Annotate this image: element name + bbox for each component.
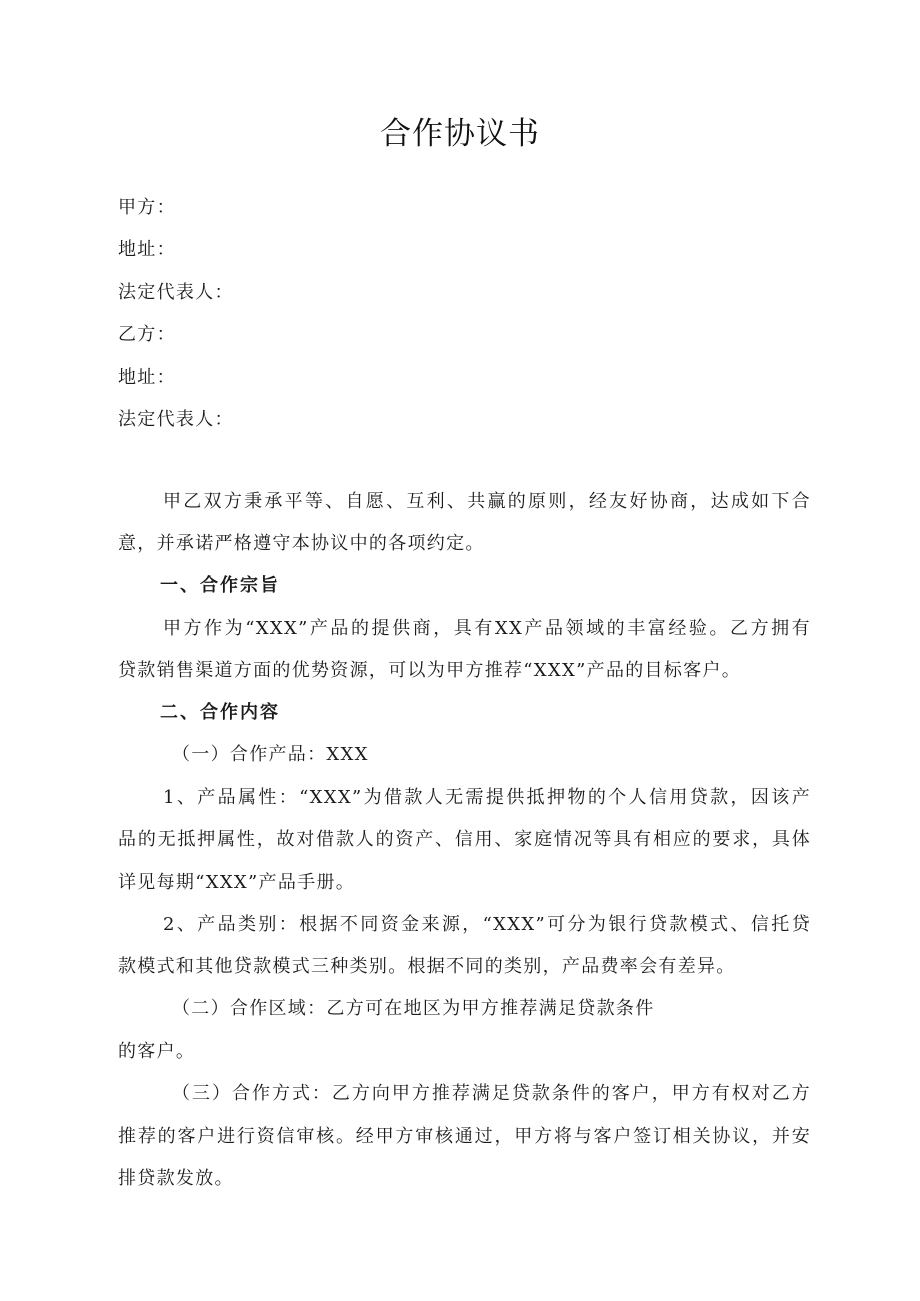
party-b-address-label: 地址： <box>118 367 176 388</box>
section-1-line-1: 甲方作为“XXX”产品的提供商，具有XX产品领域的丰富经验。乙方拥有 <box>163 618 811 639</box>
section-2-sub-3-line-2: 推荐的客户进行资信审核。经甲方审核通过，甲方将与客户签订相关协议，并安 <box>118 1126 811 1147</box>
section-2-sub-3-line-1: （三）合作方式：乙方向甲方推荐满足贷款条件的客户，甲方有权对乙方 <box>172 1083 811 1104</box>
item-2-line-1: 2、产品类别：根据不同资金来源，“XXX”可分为银行贷款模式、信托贷 <box>163 914 811 935</box>
section-1-heading: 一、合作宗旨 <box>160 575 280 596</box>
item-1-line-1: 1、产品属性：“XXX”为借款人无需提供抵押物的个人信用贷款，因该产 <box>163 787 811 808</box>
document-title: 合作协议书 <box>380 116 540 152</box>
party-a-label: 甲方： <box>118 197 176 218</box>
party-b-representative-label: 法定代表人： <box>118 409 234 430</box>
item-1-line-2: 品的无抵押属性，故对借款人的资产、信用、家庭情况等具有相应的要求，具体 <box>118 829 811 850</box>
item-1-line-3: 详见每期“XXX”产品手册。 <box>118 872 356 893</box>
section-2-heading: 二、合作内容 <box>160 702 280 723</box>
party-a-representative-label: 法定代表人： <box>118 282 234 303</box>
section-2-sub-1: （一）合作产品：XXX <box>172 744 369 765</box>
item-2-line-2: 款模式和其他贷款模式三种类别。根据不同的类别，产品费率会有差异。 <box>118 956 736 977</box>
party-b-label: 乙方： <box>118 324 176 345</box>
section-2-sub-2-line-1: （二）合作区域：乙方可在地区为甲方推荐满足贷款条件 <box>172 998 655 1019</box>
section-2-sub-3-line-3: 排贷款发放。 <box>118 1168 234 1189</box>
section-1-line-2: 贷款销售渠道方面的优势资源，可以为甲方推荐“XXX”产品的目标客户。 <box>118 660 742 681</box>
party-a-address-label: 地址： <box>118 239 176 260</box>
preamble-line-1: 甲乙双方秉承平等、自愿、互利、共赢的原则，经友好协商，达成如下合 <box>163 491 811 512</box>
preamble-line-2: 意，并承诺严格遵守本协议中的各项约定。 <box>118 533 485 554</box>
section-2-sub-2-line-2: 的客户。 <box>118 1041 196 1062</box>
